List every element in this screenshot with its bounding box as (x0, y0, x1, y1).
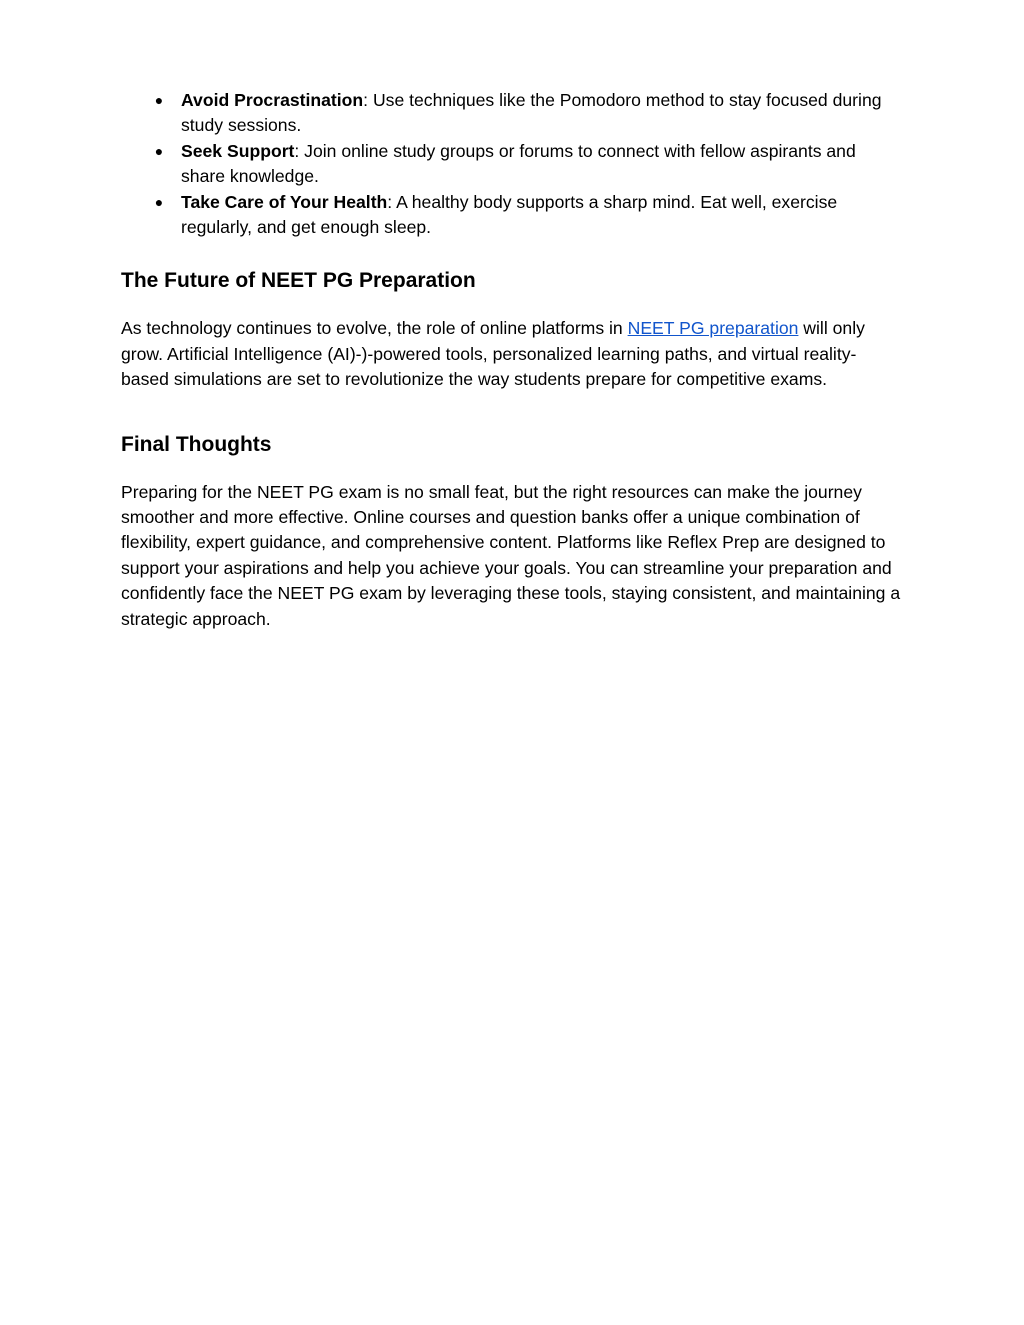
future-text-after-link: will only grow. Artificial Intelligence (AI)-)-powered tools, personalized learning paths, and virtual reality-based simulations are set to revolutionize the way students prepare for competitive exams. (121, 318, 865, 390)
tip-term: Avoid Procrastination (181, 90, 364, 110)
list-item (121, 139, 903, 190)
future-heading: The Future of NEET PG Preparation (121, 269, 476, 293)
future-paragraph (121, 316, 903, 392)
bullet-icon: ● (154, 92, 164, 108)
bullet-icon: ● (154, 142, 164, 159)
tip-text: : A healthy body supports a sharp mind. Eat well, exercise regularly, and get enough sleep. (181, 191, 838, 238)
list-item (121, 190, 903, 241)
tip-text: : Use techniques like the Pomodoro method to stay focused during study sessions. (181, 90, 882, 136)
future-text-before-link: As technology continues to evolve, the role of online platforms in (121, 318, 628, 339)
list-item (121, 88, 903, 139)
tip-term: Take Care of Your Health (181, 191, 388, 212)
tip-text: : Join online study groups or forums to connect with fellow aspirants and share knowledge. (181, 140, 856, 187)
final-paragraph: Preparing for the NEET PG exam is no small feat, but the right resources can make the journey smoother and more effective. Online courses and question banks offer a unique combination of flexibility, expert guidance, and comprehensive content. Platforms like Reflex Prep are designed to support your aspirations and help you achieve your goals. You can streamline your preparation and confidently face the NEET PG exam by leveraging these tools, staying consistent, and maintaining a strategic approach. (121, 481, 901, 629)
neet-pg-preparation-link[interactable]: NEET PG preparation (627, 318, 799, 339)
final-heading: Final Thoughts (121, 432, 272, 456)
tips-list (121, 88, 903, 240)
document-page (121, 88, 903, 632)
tip-term: Seek Support (181, 140, 295, 161)
bullet-icon: ● (154, 193, 164, 210)
